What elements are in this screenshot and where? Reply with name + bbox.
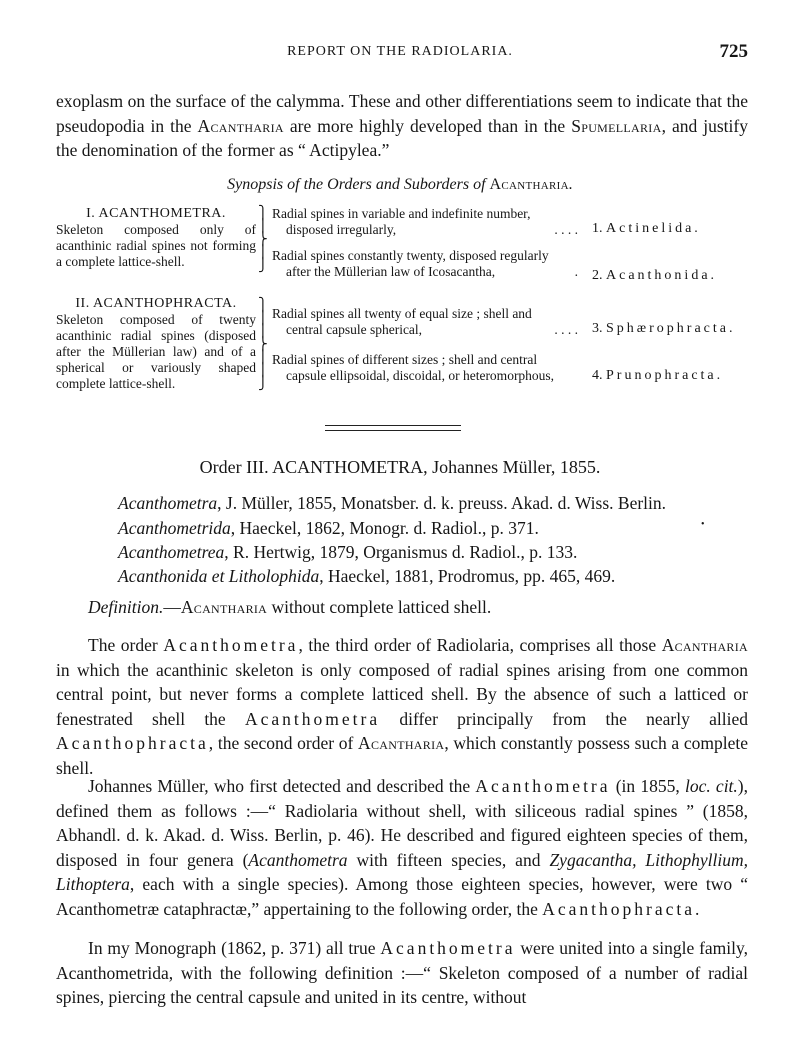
group-heading: II. ACANTHOPHRACTA. xyxy=(75,296,237,311)
suborder-result: 3. Sphærophracta. xyxy=(592,321,736,336)
section-divider xyxy=(325,430,461,431)
group-label xyxy=(56,296,256,392)
group-description: Skeleton composed of twenty acanthinic radial spines (disposed after the Müllerian law) and of a spherical or variously shaped complete lattice-shell. xyxy=(56,312,256,391)
order-definition: Definition.—Acantharia without complete latticed shell. xyxy=(88,597,492,617)
body-paragraph-3: In my Monograph (1862, p. 371) all true Acanthometra were united into a single family, Acanthometrida, with the following definition :—“ Skeleton composed of a number of radial spines, piercing the central capsule and united in its centre, without xyxy=(56,938,748,1007)
intro-paragraph: exoplasm on the surface of the calymma. These and other differentiations seem to indicate that the pseudopodia in the Acantharia are more highly developed than in the Spumellaria, and justify the denomination of the former as “ Actipylea.” xyxy=(56,91,748,160)
page-number: 725 xyxy=(719,41,748,62)
group-heading: I. ACANTHOMETRA. xyxy=(86,206,226,221)
section-divider xyxy=(325,425,461,426)
synopsis-row: Radial spines of different sizes ; shell and central capsule ellipsoidal, discoidal, or heteromorphous, 4. Prunophracta. xyxy=(272,352,724,383)
body-paragraph-1: The order Acanthometra, the third order of Radiolaria, comprises all those Acantharia in which the acanthinic skeleton is only composed of radial spines arising from one common central point, but never forms a complete latticed shell. By the absence of such a latticed or fenestrated shell the Acanthometra differ principally from the nearly allied Acanthophracta, the second order of Acantharia, which constantly possess such a complete shell. xyxy=(56,635,748,778)
suborder-result: 4. Prunophracta. xyxy=(592,368,724,383)
print-speck: • xyxy=(701,519,705,530)
synopsis-row: Radial spines all twenty of equal size ; shell and central capsule spherical, . . . . 3. Sphærophracta. xyxy=(272,306,736,337)
synonym-line: Acanthometrida, Haeckel, 1862, Monogr. d. Radiol., p. 371. xyxy=(118,518,539,538)
suborder-result: 2. Acanthonida. xyxy=(592,268,718,283)
synonym-line: Acanthometra, J. Müller, 1855, Monatsber. d. k. preuss. Akad. d. Wiss. Berlin. xyxy=(118,493,667,513)
synopsis-row: Radial spines in variable and indefinite number, disposed irregularly, . . . . 1. Actinelida. xyxy=(272,206,701,237)
order-title: Order III. ACANTHOMETRA, Johannes Müller, 1855. xyxy=(199,457,601,477)
body-paragraph-2: Johannes Müller, who first detected and described the Acanthometra (in 1855, loc. cit.), defined them as follows :—“ Radiolaria without shell, with siliceous radial spines ” (1858, Abhandl. d. k. Akad. d. Wiss. Berlin, p. 46). He described and figured eighteen species of them, disposed in four genera (Acanthometra with fifteen species, and Zygacantha, Lithophyllium, Lithoptera, each with a single species). Among those eighteen species, however, were two “ Acanthometræ cataphractæ,” appertaining to the following order, the Acanthophracta. xyxy=(56,776,748,919)
running-title: REPORT ON THE RADIOLARIA. xyxy=(287,44,513,59)
brace: ⎫ ⎪ ⎬ ⎪ ⎭ xyxy=(258,205,268,272)
synopsis-row: Radial spines constantly twenty, disposed regularly after the Müllerian law of Icosacantha, . 2. Acanthonida. xyxy=(272,248,718,283)
synopsis-group-acanthophracta xyxy=(56,296,756,391)
synonym-line: Acanthonida et Litholophida, Haeckel, 1881, Prodromus, pp. 465, 469. xyxy=(118,566,616,586)
synopsis-title: Synopsis of the Orders and Suborders of Acantharia. xyxy=(227,176,573,193)
brace: ⎫ ⎪ ⎪ ⎬ ⎪ ⎪ ⎭ xyxy=(258,297,268,390)
group-description: Skeleton composed only of acanthinic radial spines not forming a complete lattice-shell. xyxy=(56,222,256,269)
synonym-line: Acanthometrea, R. Hertwig, 1879, Organismus d. Radiol., p. 133. xyxy=(118,542,578,562)
synopsis-group-acanthometra xyxy=(56,206,756,282)
suborder-result: 1. Actinelida. xyxy=(592,221,701,236)
group-label xyxy=(56,206,256,270)
